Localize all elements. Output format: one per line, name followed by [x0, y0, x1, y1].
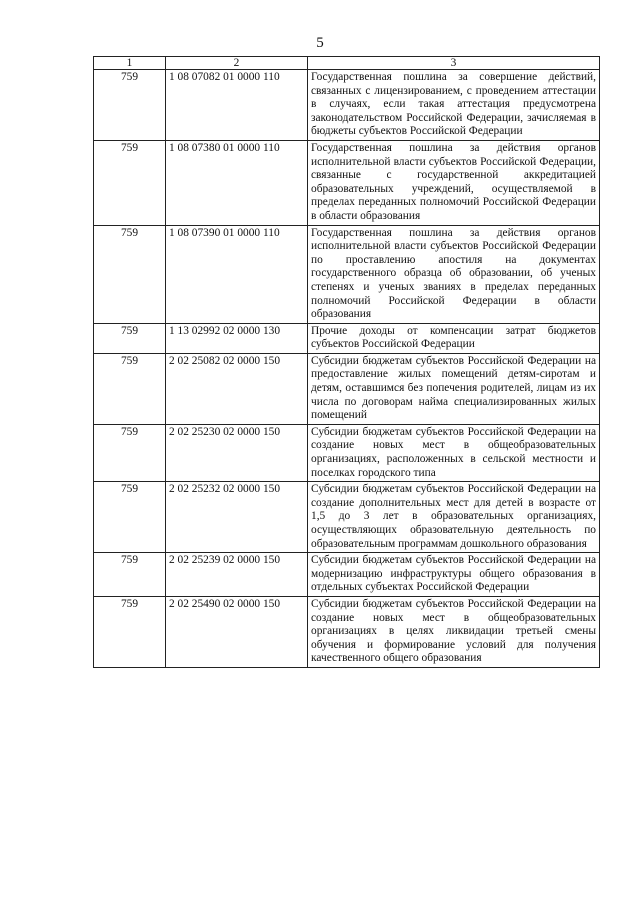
revenue-code-cell: 2 02 25490 02 0000 150	[166, 596, 308, 667]
revenue-codes-table	[93, 56, 600, 668]
revenue-code-cell: 1 08 07082 01 0000 110	[166, 70, 308, 141]
description-cell: Субсидии бюджетам субъектов Российской Федерации на создание новых мест в общеобразовательных организациях, расположенных в сельской местности и поселках городского типа	[308, 424, 600, 481]
column-header-3: 3	[308, 57, 600, 70]
table-header-row	[94, 57, 600, 70]
column-header-1: 1	[94, 57, 166, 70]
revenue-code-cell: 1 13 02992 02 0000 130	[166, 323, 308, 353]
revenue-code-cell: 1 08 07390 01 0000 110	[166, 225, 308, 323]
description-cell: Государственная пошлина за действия органов исполнительной власти субъектов Российской Федерации, связанные с государственной аккредитацией образовательных учреждений, осуществляемой в пределах переданных полномочий Российской Федерации в области образования	[308, 140, 600, 225]
description-cell: Субсидии бюджетам субъектов Российской Федерации на предоставление жилых помещений детям-сиротам и детям, оставшимся без попечения родителей, лицам из их числа по договорам найма специализированных жилых помещений	[308, 353, 600, 424]
table-row	[94, 553, 600, 597]
table-row	[94, 225, 600, 323]
column-header-2: 2	[166, 57, 308, 70]
revenue-code-cell: 2 02 25230 02 0000 150	[166, 424, 308, 481]
revenue-code-cell: 2 02 25239 02 0000 150	[166, 553, 308, 597]
admin-code-cell: 759	[94, 225, 166, 323]
table-row	[94, 70, 600, 141]
table-row	[94, 596, 600, 667]
admin-code-cell: 759	[94, 323, 166, 353]
revenue-code-cell: 2 02 25232 02 0000 150	[166, 482, 308, 553]
admin-code-cell: 759	[94, 424, 166, 481]
admin-code-cell: 759	[94, 140, 166, 225]
table-row	[94, 353, 600, 424]
description-cell: Государственная пошлина за действия органов исполнительной власти субъектов Российской Федерации по проставлению апостиля на документах государственного образца об образовании, об ученых степенях и ученых званиях в пределах переданных полномочий Российской Федерации в области образования	[308, 225, 600, 323]
page-number: 5	[316, 35, 324, 51]
revenue-code-cell: 1 08 07380 01 0000 110	[166, 140, 308, 225]
table-row	[94, 140, 600, 225]
description-cell: Субсидии бюджетам субъектов Российской Федерации на создание новых мест в общеобразовательных организациях в целях ликвидации третьей смены обучения и формирование условий для получения качественного общего образования	[308, 596, 600, 667]
table-row	[94, 424, 600, 481]
description-cell: Субсидии бюджетам субъектов Российской Федерации на модернизацию инфраструктуры общего образования в отдельных субъектах Российской Федерации	[308, 553, 600, 597]
description-cell: Государственная пошлина за совершение действий, связанных с лицензированием, с проведением аттестации в случаях, если такая аттестация предусмотрена законодательством Российской Федерации, зачисляемая в бюджеты субъектов Российской Федерации	[308, 70, 600, 141]
admin-code-cell: 759	[94, 70, 166, 141]
admin-code-cell: 759	[94, 596, 166, 667]
table-row	[94, 323, 600, 353]
table-row	[94, 482, 600, 553]
description-cell: Субсидии бюджетам субъектов Российской Федерации на создание дополнительных мест для детей в возрасте от 1,5 до 3 лет в образовательных организациях, осуществляющих образовательную деятельность по образовательным программам дошкольного образования	[308, 482, 600, 553]
description-cell: Прочие доходы от компенсации затрат бюджетов субъектов Российской Федерации	[308, 323, 600, 353]
admin-code-cell: 759	[94, 553, 166, 597]
revenue-code-cell: 2 02 25082 02 0000 150	[166, 353, 308, 424]
admin-code-cell: 759	[94, 353, 166, 424]
admin-code-cell: 759	[94, 482, 166, 553]
